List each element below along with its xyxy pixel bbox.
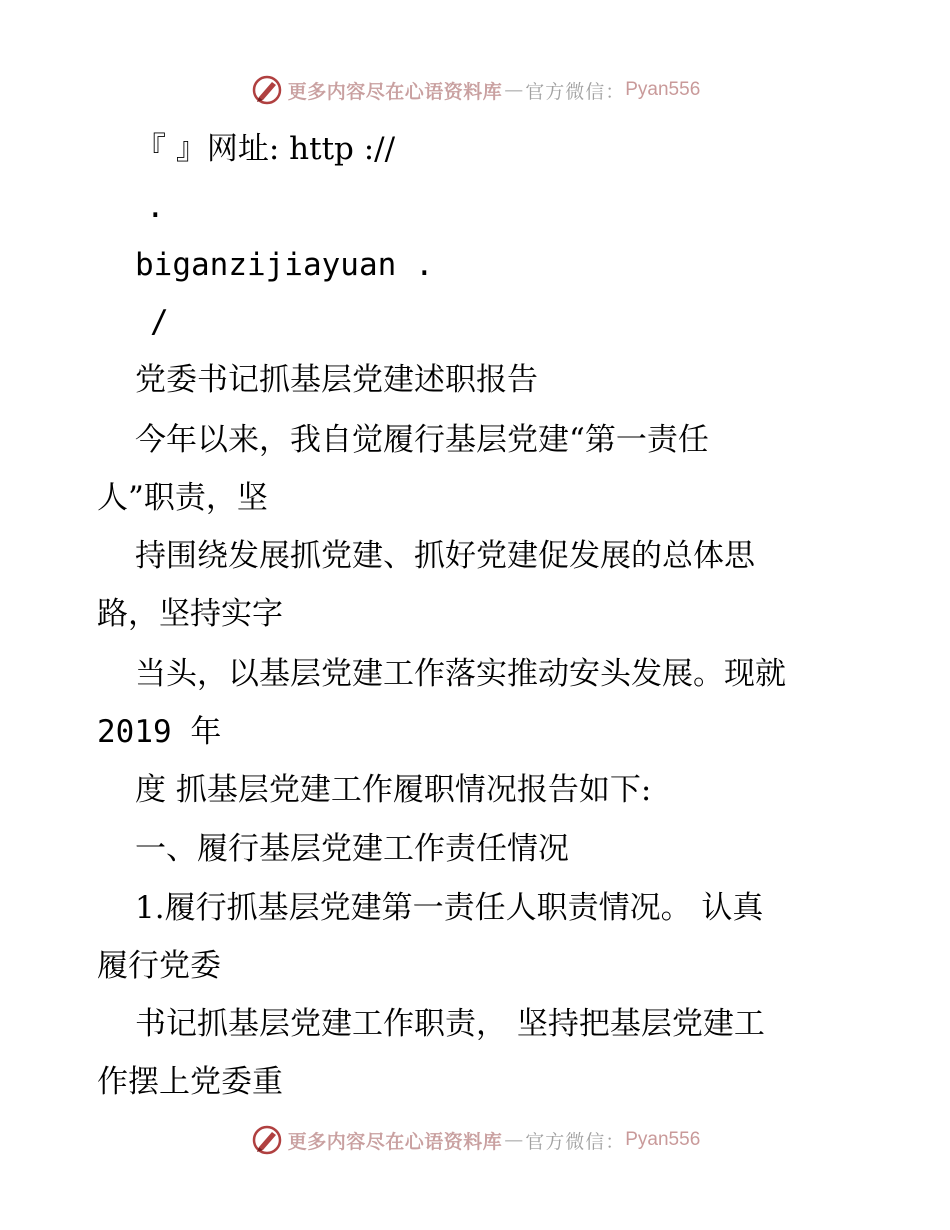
text-line: / (150, 304, 169, 340)
watermark-wechat-label: 官方微信： (525, 80, 626, 103)
text-line: 作摆上党委重 (97, 1064, 283, 1100)
text-line: 路，坚持实字 (97, 596, 283, 632)
text-line: 今年以来，我自觉履行基层党建“第一责任 (135, 422, 709, 458)
watermark-wechat-id: Pyan556 (625, 1129, 701, 1150)
text-line: biganzijiayuan . (135, 247, 434, 283)
text-line: 1.履行抓基层党建第一责任人职责情况。 认真 (135, 890, 764, 926)
watermark-main-text: 更多内容尽在心语资料库 (287, 80, 503, 103)
watermark-separator: — (504, 1129, 524, 1151)
text-line: 党委书记抓基层党建述职报告 (135, 362, 538, 398)
text-line: 2019 年 (97, 714, 222, 750)
text-line: 书记抓基层党建工作职责， 坚持把基层党建工 (135, 1006, 765, 1042)
text-line: . (146, 189, 165, 225)
text-line: 人”职责，坚 (97, 480, 268, 516)
text-line: 度 抓基层党建工作履职情况报告如下: (135, 772, 652, 808)
pen-circle-logo-icon (250, 1123, 284, 1157)
watermark-wechat-id: Pyan556 (625, 79, 701, 100)
text-line: 一、履行基层党建工作责任情况 (135, 831, 569, 867)
watermark-wechat-label: 官方微信： (525, 1130, 626, 1153)
watermark-separator: — (504, 79, 524, 101)
text-line: 『 』网址: http :// (135, 131, 396, 167)
watermark-banner-bottom (0, 1120, 950, 1160)
watermark-main-text: 更多内容尽在心语资料库 (287, 1130, 503, 1153)
text-line: 履行党委 (97, 948, 221, 984)
text-line: 当头，以基层党建工作落实推动安头发展。现就 (135, 656, 786, 692)
text-line: 持围绕发展抓党建、抓好党建促发展的总体思 (135, 538, 755, 574)
